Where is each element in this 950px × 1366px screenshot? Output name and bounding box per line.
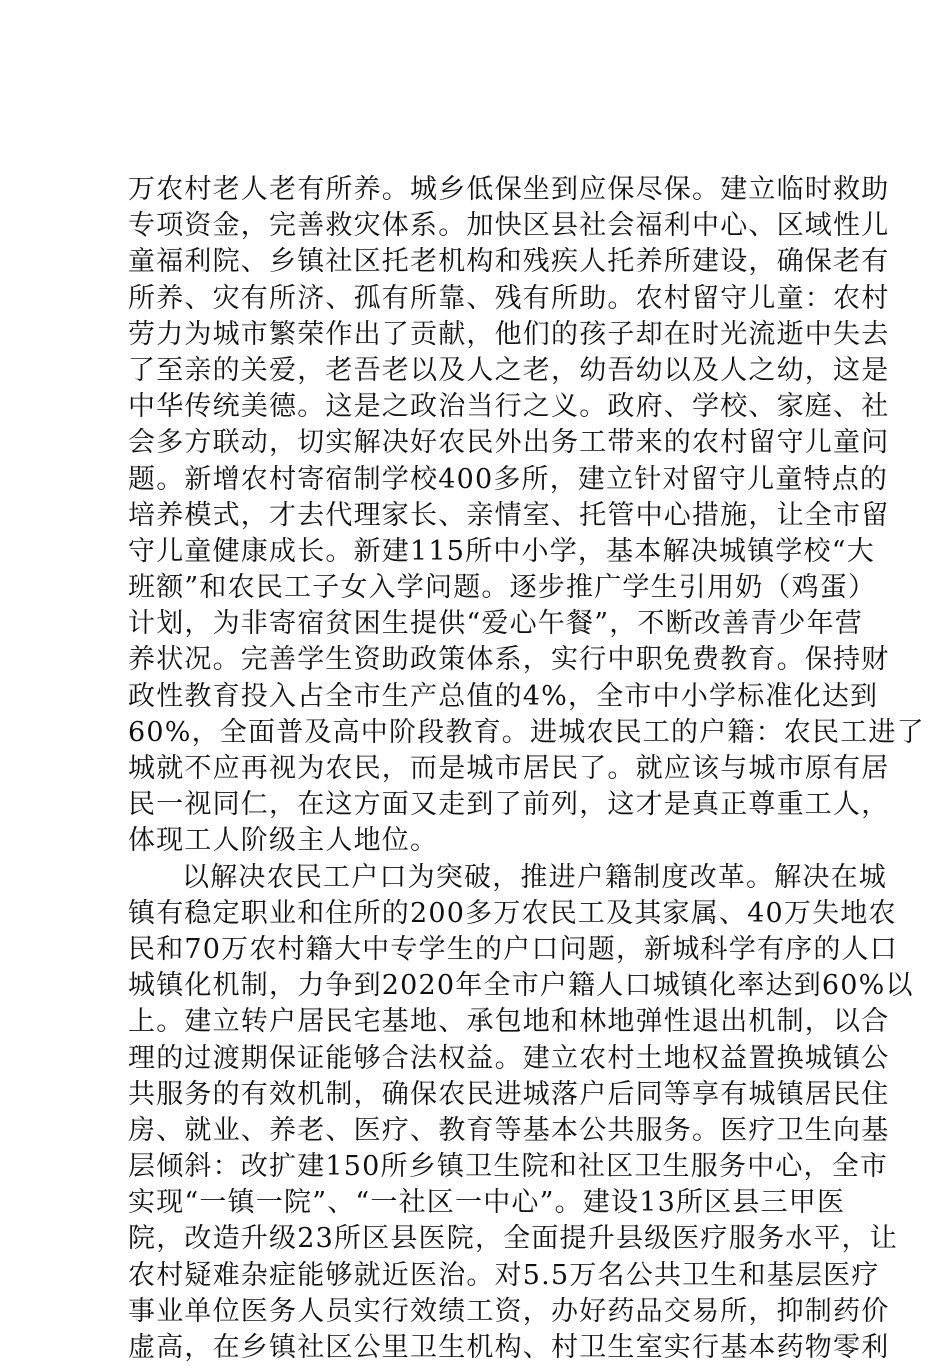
text-line: 政性教育投入占全市生产总值的4%，全市中小学标准化达到 [128,680,879,712]
text-line: 专项资金，完善救灾体系。加快区县社会福利中心、区域性儿 [128,210,890,242]
text-line: 所养、灾有所济、孤有所靠、残有所助。农村留守儿童：农村 [128,282,890,314]
text-line: 实现“一镇一院”、“一社区一中心”。建设13所区县三甲医 [128,1187,846,1219]
text-line: 了至亲的关爱，老吾老以及人之老，幼吾幼以及人之幼，这是 [128,354,890,386]
text-line: 班额”和农民工子女入学问题。逐步推广学生引用奶（鸡蛋） [128,572,877,604]
text-line: 题。新增农村寄宿制学校400多所，建立针对留守儿童特点的 [128,463,889,495]
text-line: 上。建立转户居民宅基地、承包地和林地弹性退出机制，以合 [128,1006,890,1038]
text-line: 体现工人阶级主人地位。 [128,825,439,857]
text-line: 事业单位医务人员实行效绩工资，办好药品交易所，抑制药价 [128,1295,890,1327]
text-line: 城就不应再视为农民，而是城市居民了。就应该与城市原有居 [128,753,890,784]
text-line: 院，改造升级23所区县医院，全面提升县级医疗服务水平，让 [128,1223,898,1255]
paragraph-1 [128,172,925,860]
text-line: 共服务的有效机制，确保农民进城落户后同等享有城镇居民住 [128,1078,890,1110]
text-line: 房、就业、养老、医疗、教育等基本公共服务。医疗卫生向基 [128,1114,890,1146]
text-line: 计划，为非寄宿贫困生提供“爱心午餐”，不断改善青少年营 [128,608,864,640]
text-line: 会多方联动，切实解决好农民外出务工带来的农村留守儿童问 [128,427,890,459]
text-line: 童福利院、乡镇社区托老机构和残疾人托养所建设，确保老有 [128,246,890,278]
text-line: 培养模式，才去代理家长、亲情室、托管中心措施，让全市留 [128,499,890,531]
text-line: 民一视同仁，在这方面又走到了前列，这才是真正尊重工人， [128,789,890,821]
text-line: 守儿童健康成长。新建115所中小学，基本解决城镇学校“大 [128,535,875,567]
text-line: 民和70万农村籍大中专学生的户口问题，新城科学有序的人口 [128,933,898,965]
text-line: 镇有稳定职业和住所的200多万农民工及其家属、40万失地农 [128,897,897,929]
text-line: 中华传统美德。这是之政治当行之义。政府、学校、家庭、社 [128,391,890,423]
document-body [128,172,925,1366]
text-line: 城镇化机制，力争到2020年全市户籍人口城镇化率达到60%以 [128,970,914,1002]
text-line: 理的过渡期保证能够合法权益。建立农村土地权益置换城镇公 [128,1042,890,1074]
text-line: 60%，全面普及高中阶段教育。进城农民工的户籍：农民工进了 [128,716,925,748]
text-line: 以解决农民工户口为突破，推进户籍制度改革。解决在城 [182,861,887,893]
text-line: 养状况。完善学生资助政策体系，实行中职免费教育。保持财 [128,644,890,676]
text-line: 虚高，在乡镇社区公里卫生机构、村卫生室实行基本药物零利 [128,1332,890,1363]
paragraph-2 [128,860,914,1366]
text-line: 层倾斜：改扩建150所乡镇卫生院和社区卫生服务中心，全市 [128,1151,889,1183]
text-line: 劳力为城市繁荣作出了贡献，他们的孩子却在时光流逝中失去 [128,318,890,350]
text-line: 万农村老人老有所养。城乡低保坐到应保尽保。建立临时救助 [128,174,890,205]
text-line: 农村疑难杂症能够就近医治。对5.5万名公共卫生和基层医疗 [128,1259,880,1291]
